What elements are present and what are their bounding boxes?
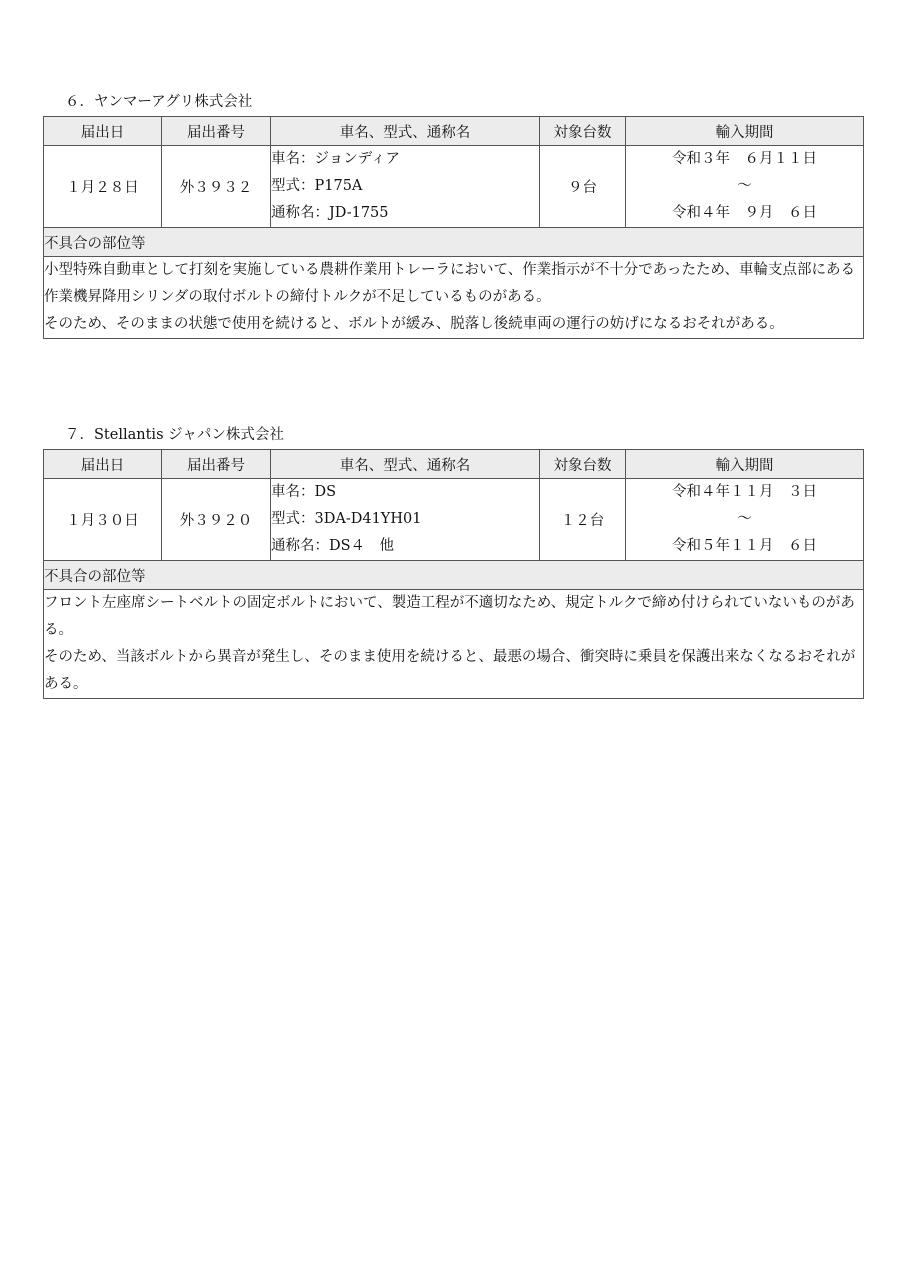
defect-body-row xyxy=(44,590,864,699)
table-row xyxy=(44,479,864,561)
header-date: 届出日 xyxy=(44,450,162,479)
period-start: 令和４年１１月 ３日 xyxy=(672,484,817,500)
vehicle-info xyxy=(271,479,540,561)
header-number: 届出番号 xyxy=(162,450,271,479)
header-date: 届出日 xyxy=(44,117,162,146)
defect-label: 不具合の部位等 xyxy=(44,561,864,590)
header-row xyxy=(44,117,864,146)
vehicle-common-name: 通称名：DS４ 他 xyxy=(271,538,395,554)
header-count: 対象台数 xyxy=(540,117,626,146)
section-title: ７．Stellantis ジャパン株式会社 xyxy=(65,427,284,443)
header-vehicle: 車名、型式、通称名 xyxy=(271,450,540,479)
header-row xyxy=(44,450,864,479)
vehicle-model: 型式：P175A xyxy=(271,178,363,194)
header-number: 届出番号 xyxy=(162,117,271,146)
period-start: 令和３年 ６月１１日 xyxy=(672,151,817,167)
filing-date: １月２８日 xyxy=(44,146,162,228)
header-period: 輸入期間 xyxy=(626,117,864,146)
table-row xyxy=(44,146,864,228)
defect-paragraph: フロント左座席シートベルトの固定ボルトにおいて、製造工程が不適切なため、規定トルクで締め付けられていないものがある。 xyxy=(44,595,855,638)
defect-paragraph: 小型特殊自動車として打刻を実施している農耕作業用トレーラにおいて、作業指示が不十分であったため、車輪支点部にある作業機昇降用シリンダの取付ボルトの締付トルクが不足しているものがある。 xyxy=(44,262,855,305)
section-title: ６．ヤンマーアグリ株式会社 xyxy=(65,94,253,110)
header-period: 輸入期間 xyxy=(626,450,864,479)
vehicle-common-name: 通称名：JD-1755 xyxy=(271,205,389,221)
period-end: 令和４年 ９月 ６日 xyxy=(672,205,817,221)
header-vehicle: 車名、型式、通称名 xyxy=(271,117,540,146)
import-period xyxy=(626,479,864,561)
defect-paragraph: そのため、当該ボルトから異音が発生し、そのまま使用を続けると、最悪の場合、衝突時に乗員を保護出来なくなるおそれがある。 xyxy=(44,649,856,692)
recall-table xyxy=(43,116,864,339)
filing-number: 外３９３２ xyxy=(162,146,271,228)
header-count: 対象台数 xyxy=(540,450,626,479)
vehicle-info xyxy=(271,146,540,228)
period-separator: ～ xyxy=(737,178,752,194)
filing-date: １月３０日 xyxy=(44,479,162,561)
recall-table xyxy=(43,449,864,699)
vehicle-name: 車名：ジョンディア xyxy=(271,151,401,167)
filing-number: 外３９２０ xyxy=(162,479,271,561)
defect-label-row xyxy=(44,561,864,590)
defect-description xyxy=(44,590,864,699)
vehicle-model: 型式：3DA-D41YH01 xyxy=(271,511,422,527)
defect-label-row xyxy=(44,228,864,257)
defect-description xyxy=(44,257,864,339)
import-period xyxy=(626,146,864,228)
defect-paragraph: そのため、そのままの状態で使用を続けると、ボルトが緩み、脱落し後続車両の運行の妨げになるおそれがある。 xyxy=(44,316,784,332)
target-count: １２台 xyxy=(540,479,626,561)
vehicle-name: 車名：DS xyxy=(271,484,337,500)
target-count: ９台 xyxy=(540,146,626,228)
defect-label: 不具合の部位等 xyxy=(44,228,864,257)
defect-body-row xyxy=(44,257,864,339)
period-separator: ～ xyxy=(737,511,752,527)
period-end: 令和５年１１月 ６日 xyxy=(672,538,817,554)
